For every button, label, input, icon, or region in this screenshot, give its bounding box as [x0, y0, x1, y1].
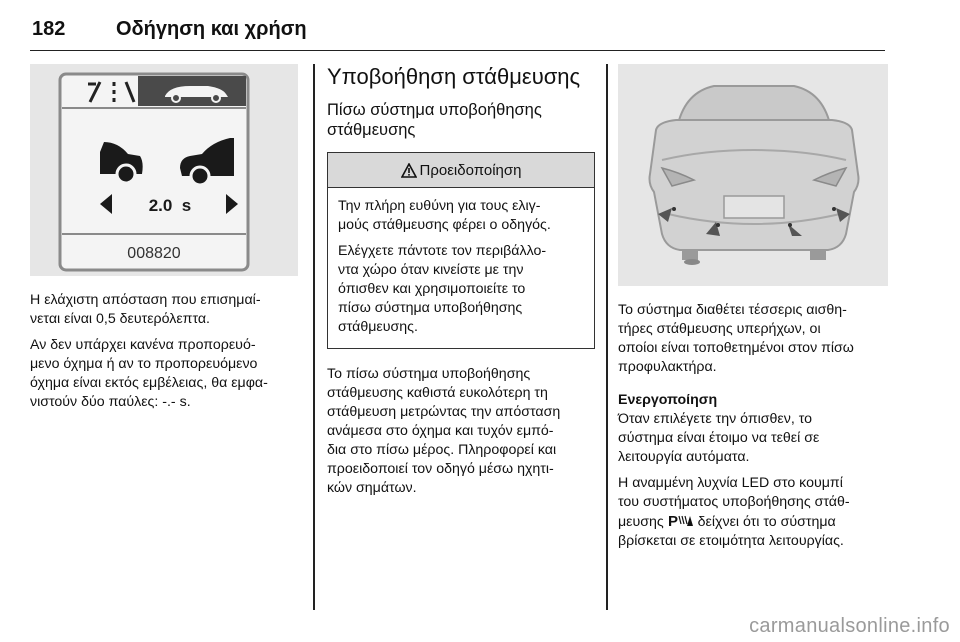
odometer-value: 008820: [127, 245, 181, 262]
no-vehicle-text: Αν δεν υπάρχει κανένα προπορευό- μενο όχημα ή αν το προπορευόμενο όχημα είναι εκτός εμβέλειας, θα εμφα- νιστούν δύο παύλες: -.- s.: [30, 337, 268, 410]
chapter-title: Οδήγηση και χρήση: [116, 18, 307, 40]
right-column: [618, 64, 888, 558]
min-distance-text: Η ελάχιστη απόσταση που επισημαί- νεται είναι 0,5 δευτερόλεπτα.: [30, 292, 261, 327]
watermark: carmanualsonline.info: [749, 615, 950, 637]
column-divider-left: [313, 64, 315, 610]
warning-header: [328, 153, 594, 188]
parking-assist-icon: [668, 512, 694, 528]
time-gap-value: 2.0 s: [148, 196, 192, 215]
warning-box: [327, 152, 595, 349]
column-divider-right: [606, 64, 608, 610]
middle-column: [327, 64, 595, 505]
left-column: [30, 64, 298, 419]
page-header: [30, 16, 885, 51]
led-status-text: Η αναμμένη λυχνία LED στο κουμπί του συστήματος υποβοήθησης στάθ- μευσης P δείχνει ότι το σύστημα βρίσκεται σε ετοιμότητα λειτουργίας.: [618, 475, 850, 549]
warning-text-1: Την πλήρη ευθύνη για τους ελιγ- μούς στάθμευσης φέρει ο οδηγός.: [338, 198, 551, 233]
warning-text-2: Ελέγχετε πάντοτε τον περιβάλλο- ντα χώρο όταν κινείστε με την όπισθεν και χρησιμοποιείτε το πίσω σύστημα υποβοήθησης στάθμευσης.: [338, 243, 547, 335]
warning-title: Προειδοποίηση: [419, 161, 522, 179]
following-distance-display-figure: [30, 64, 298, 276]
sensors-caption: Το σύστημα διαθέτει τέσσερις αισθη- τήρες στάθμευσης υπερήχων, οι οποίοι είναι τοποθετημένοι στον πίσω προφυλακτήρα.: [618, 302, 854, 375]
activation-heading: Ενεργοποίηση: [618, 392, 718, 408]
warning-triangle-icon: [401, 163, 417, 178]
warning-body: [328, 188, 594, 348]
section-title: Υποβοήθηση στάθμευσης: [327, 64, 581, 89]
page-number: 182: [32, 18, 66, 40]
svg-text:P: P: [667, 513, 678, 528]
rear-sensors-figure: [618, 64, 888, 286]
subsection-title: Πίσω σύστημα υποβοήθησης στάθμευσης: [327, 101, 542, 139]
activation-section: Ενεργοποίηση Όταν επιλέγετε την όπισθεν, το σύστημα είναι έτοιμο να τεθεί σε λειτουργία αυτόματα.: [618, 392, 820, 465]
parking-assist-description: Το πίσω σύστημα υποβοήθησης στάθμευσης καθιστά ευκολότερη τη στάθμευση μετρώντας την απόσταση ανάμεσα στο όχημα και τυχόν εμπό- δια στο πίσω μέρος. Πληροφορεί και προειδοποιεί τον οδηγό μέσω ηχητι- κών σημάτων.: [327, 366, 561, 496]
